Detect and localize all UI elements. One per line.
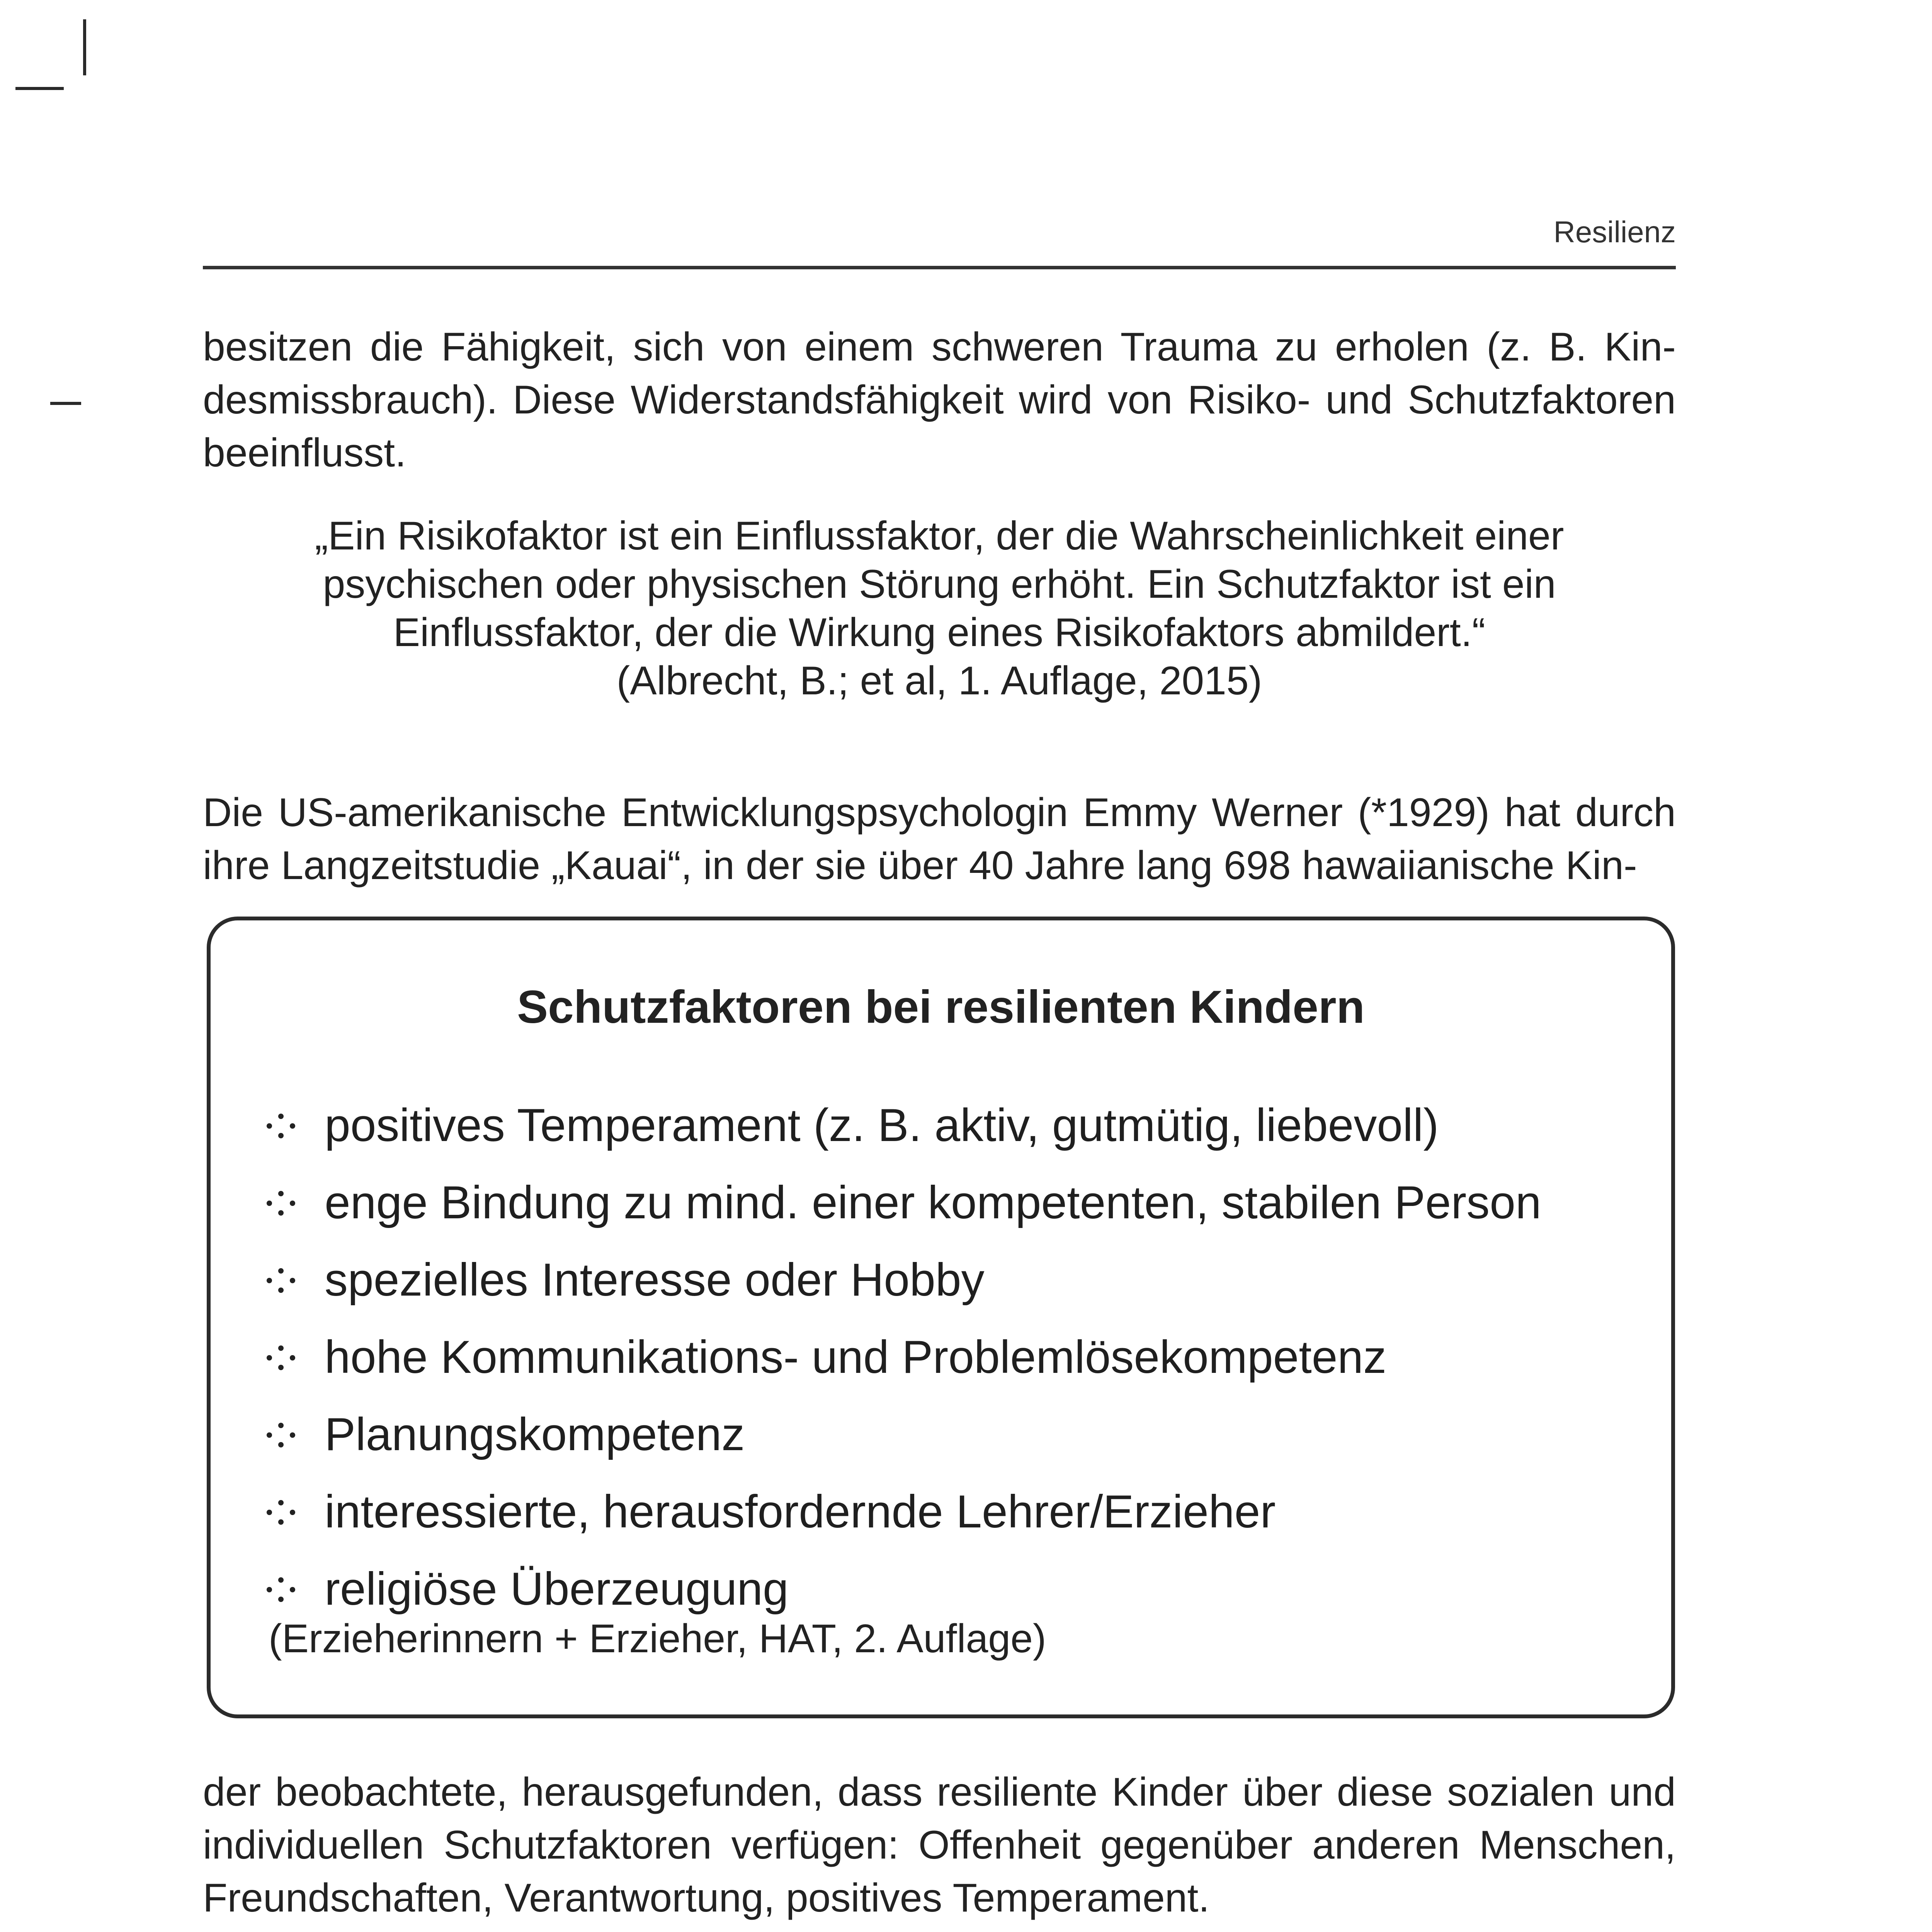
three-dot-bullet-icon <box>267 1098 298 1152</box>
text-line: individuellen Schutzfaktoren verfügen: Offenheit gegenüber anderen Menschen, <box>203 1823 1676 1867</box>
three-dot-bullet-icon <box>267 1407 298 1461</box>
crop-mark <box>83 19 86 75</box>
three-dot-bullet-icon <box>267 1485 298 1539</box>
quote-line: Einflussfaktor, der die Wirkung eines Risikofaktors abmildert.“ <box>393 610 1486 655</box>
quote-citation: (Albrecht, B.; et al, 1. Auflage, 2015) <box>616 658 1262 703</box>
quote-block <box>203 512 1676 705</box>
list-item-label: positives Temperament (z. B. aktiv, gutmütig, liebevoll) <box>325 1099 1439 1151</box>
box-source: (Erzieherinnern + Erzieher, HAT, 2. Auflage) <box>269 1616 1046 1661</box>
protective-factors-list <box>267 1098 1541 1639</box>
text-line: besitzen die Fähigkeit, sich von einem schweren Trauma zu erholen (z. B. Kin- <box>203 325 1676 369</box>
running-header: Resilienz <box>1553 215 1676 249</box>
list-item <box>267 1330 1541 1407</box>
three-dot-bullet-icon <box>267 1562 298 1616</box>
quote-line: psychischen oder physischen Störung erhöht. Ein Schutzfaktor ist ein <box>323 562 1556 607</box>
continuation-paragraph <box>203 1766 1676 1925</box>
text-line: Freundschaften, Verantwortung, positives Temperament. <box>203 1876 1210 1920</box>
text-line: Die US-amerikanische Entwicklungspsychologin Emmy Werner (*1929) hat durch <box>203 790 1676 835</box>
list-item <box>267 1175 1541 1253</box>
header-rule <box>203 266 1676 269</box>
werner-paragraph <box>203 786 1676 892</box>
three-dot-bullet-icon <box>267 1175 298 1230</box>
three-dot-bullet-icon <box>267 1330 298 1384</box>
list-item-label: enge Bindung zu mind. einer kompetenten, stabilen Person <box>325 1177 1541 1228</box>
quote-line: „Ein Risikofaktor ist ein Einflussfaktor, der die Wahrscheinlichkeit einer <box>315 514 1564 558</box>
list-item-label: interessierte, herausfordernde Lehrer/Erzieher <box>325 1486 1276 1537</box>
list-item <box>267 1253 1541 1330</box>
list-item <box>267 1407 1541 1485</box>
box-title: Schutzfaktoren bei resilienten Kindern <box>517 981 1365 1033</box>
text-line: ihre Langzeitstudie „Kauai“, in der sie über 40 Jahre lang 698 hawaiianische Kin- <box>203 843 1637 888</box>
three-dot-bullet-icon <box>267 1253 298 1307</box>
list-item-label: hohe Kommunikations- und Problemlösekompetenz <box>325 1331 1387 1383</box>
list-item <box>267 1485 1541 1562</box>
list-item-label: spezielles Interesse oder Hobby <box>325 1254 985 1306</box>
list-item-label: religiöse Überzeugung <box>325 1563 789 1615</box>
list-item <box>267 1098 1541 1175</box>
list-item-label: Planungskompetenz <box>325 1408 745 1460</box>
crop-mark <box>50 402 81 405</box>
protective-factors-box <box>207 917 1675 1718</box>
text-line: der beobachtete, herausgefunden, dass resiliente Kinder über diese sozialen und <box>203 1770 1676 1815</box>
text-line: beeinflusst. <box>203 430 406 475</box>
crop-mark <box>15 87 64 90</box>
text-line: desmissbrauch). Diese Widerstandsfähigkeit wird von Risiko- und Schutzfaktoren <box>203 378 1676 422</box>
intro-paragraph <box>203 321 1676 480</box>
